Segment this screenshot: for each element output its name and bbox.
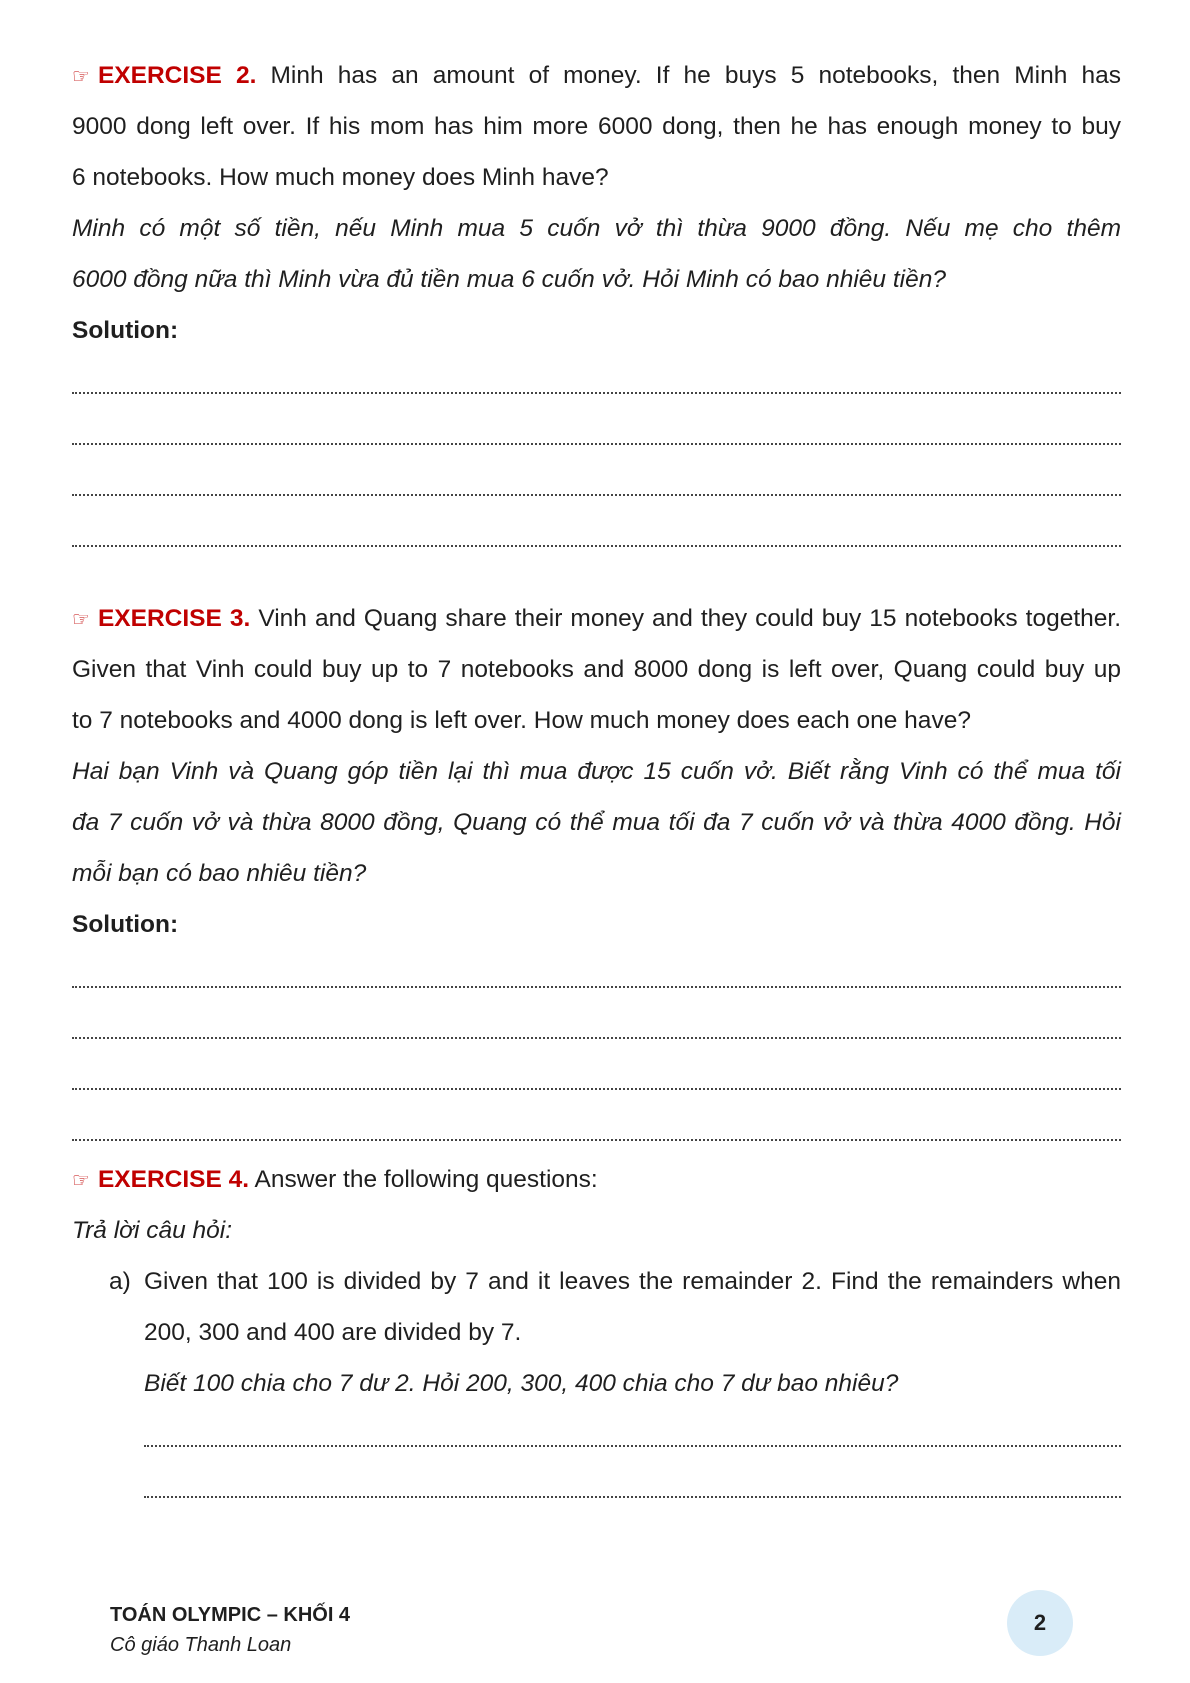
exercise-4-text: Answer the following questions: bbox=[254, 1166, 598, 1193]
answer-line[interactable] bbox=[144, 1409, 1121, 1460]
exercise-2-label: EXERCISE 2. bbox=[97, 62, 257, 89]
page-number-badge: 2 bbox=[1007, 1590, 1073, 1656]
exercise-4-label: EXERCISE 4. bbox=[97, 1166, 250, 1193]
exercise-3-line-3: to 7 notebooks and 4000 dong is left over. How much money does each one have? bbox=[72, 707, 971, 734]
exercise-3-label: EXERCISE 3. bbox=[97, 605, 251, 632]
exercise-3-vi-line-3: mỗi bạn có bao nhiêu tiền? bbox=[72, 860, 367, 887]
worksheet-body bbox=[72, 50, 1121, 1511]
exercise-2-solution-heading: Solution: bbox=[72, 317, 179, 344]
part-a-vi: Biết 100 chia cho 7 dư 2. Hỏi 200, 300, 400 chia cho 7 dư bao nhiêu? bbox=[144, 1370, 899, 1397]
pointing-hand-icon: ☞ bbox=[72, 1170, 90, 1192]
pointing-hand-icon: ☞ bbox=[72, 66, 90, 88]
exercise-2-line-2: 9000 dong left over. If his mom has him more 6000 dong, then he has enough money to buy bbox=[72, 113, 1121, 140]
footer-author: Cô giáo Thanh Loan bbox=[110, 1634, 292, 1656]
answer-line[interactable] bbox=[72, 509, 1121, 560]
exercise-2-text: Minh has an amount of money. If he buys 5 notebooks, then Minh has bbox=[270, 62, 1121, 89]
footer bbox=[110, 1600, 350, 1660]
exercise-3-line-2: Given that Vinh could buy up to 7 notebooks and 8000 dong is left over, Quang could buy up bbox=[72, 656, 1121, 683]
exercise-4-vi: Trả lời câu hỏi: bbox=[72, 1217, 233, 1244]
exercise-2-line-1 bbox=[72, 50, 1121, 101]
footer-title: TOÁN OLYMPIC – KHỐI 4 bbox=[110, 1604, 351, 1626]
pointing-hand-icon: ☞ bbox=[72, 609, 90, 631]
exercise-3-vi-line-2: đa 7 cuốn vở và thừa 8000 đồng, Quang có thể mua tối đa 7 cuốn vở và thừa 4000 đồng. Hỏi bbox=[72, 809, 1121, 836]
exercise-2-line-3: 6 notebooks. How much money does Minh have? bbox=[72, 164, 609, 191]
answer-line[interactable] bbox=[72, 1052, 1121, 1103]
part-a-line-1: Given that 100 is divided by 7 and it leaves the remainder 2. Find the remainders when bbox=[144, 1268, 1121, 1295]
exercise-3-vi-line-1: Hai bạn Vinh và Quang góp tiền lại thì mua được 15 cuốn vở. Biết rằng Vinh có thể mua tối bbox=[72, 758, 1121, 785]
exercise-3-solution-heading: Solution: bbox=[72, 911, 179, 938]
part-a-line-2: 200, 300 and 400 are divided by 7. bbox=[144, 1319, 522, 1346]
answer-line[interactable] bbox=[72, 1001, 1121, 1052]
answer-line[interactable] bbox=[72, 1103, 1121, 1154]
part-a-marker: a) bbox=[109, 1268, 131, 1295]
exercise-4-line-1 bbox=[72, 1154, 1121, 1205]
exercise-2-vi-line-2: 6000 đồng nữa thì Minh vừa đủ tiền mua 6 cuốn vở. Hỏi Minh có bao nhiêu tiền? bbox=[72, 266, 946, 293]
answer-line[interactable] bbox=[72, 950, 1121, 1001]
exercise-3-line-1 bbox=[72, 593, 1121, 644]
answer-line[interactable] bbox=[72, 407, 1121, 458]
answer-line[interactable] bbox=[72, 458, 1121, 509]
exercise-2-vi-line-1: Minh có một số tiền, nếu Minh mua 5 cuốn vở thì thừa 9000 đồng. Nếu mẹ cho thêm bbox=[72, 215, 1121, 242]
answer-line[interactable] bbox=[144, 1460, 1121, 1511]
exercise-3-text: Vinh and Quang share their money and they could buy 15 notebooks together. bbox=[258, 605, 1122, 632]
answer-line[interactable] bbox=[72, 356, 1121, 407]
exercise-4-part-a bbox=[109, 1256, 1121, 1511]
